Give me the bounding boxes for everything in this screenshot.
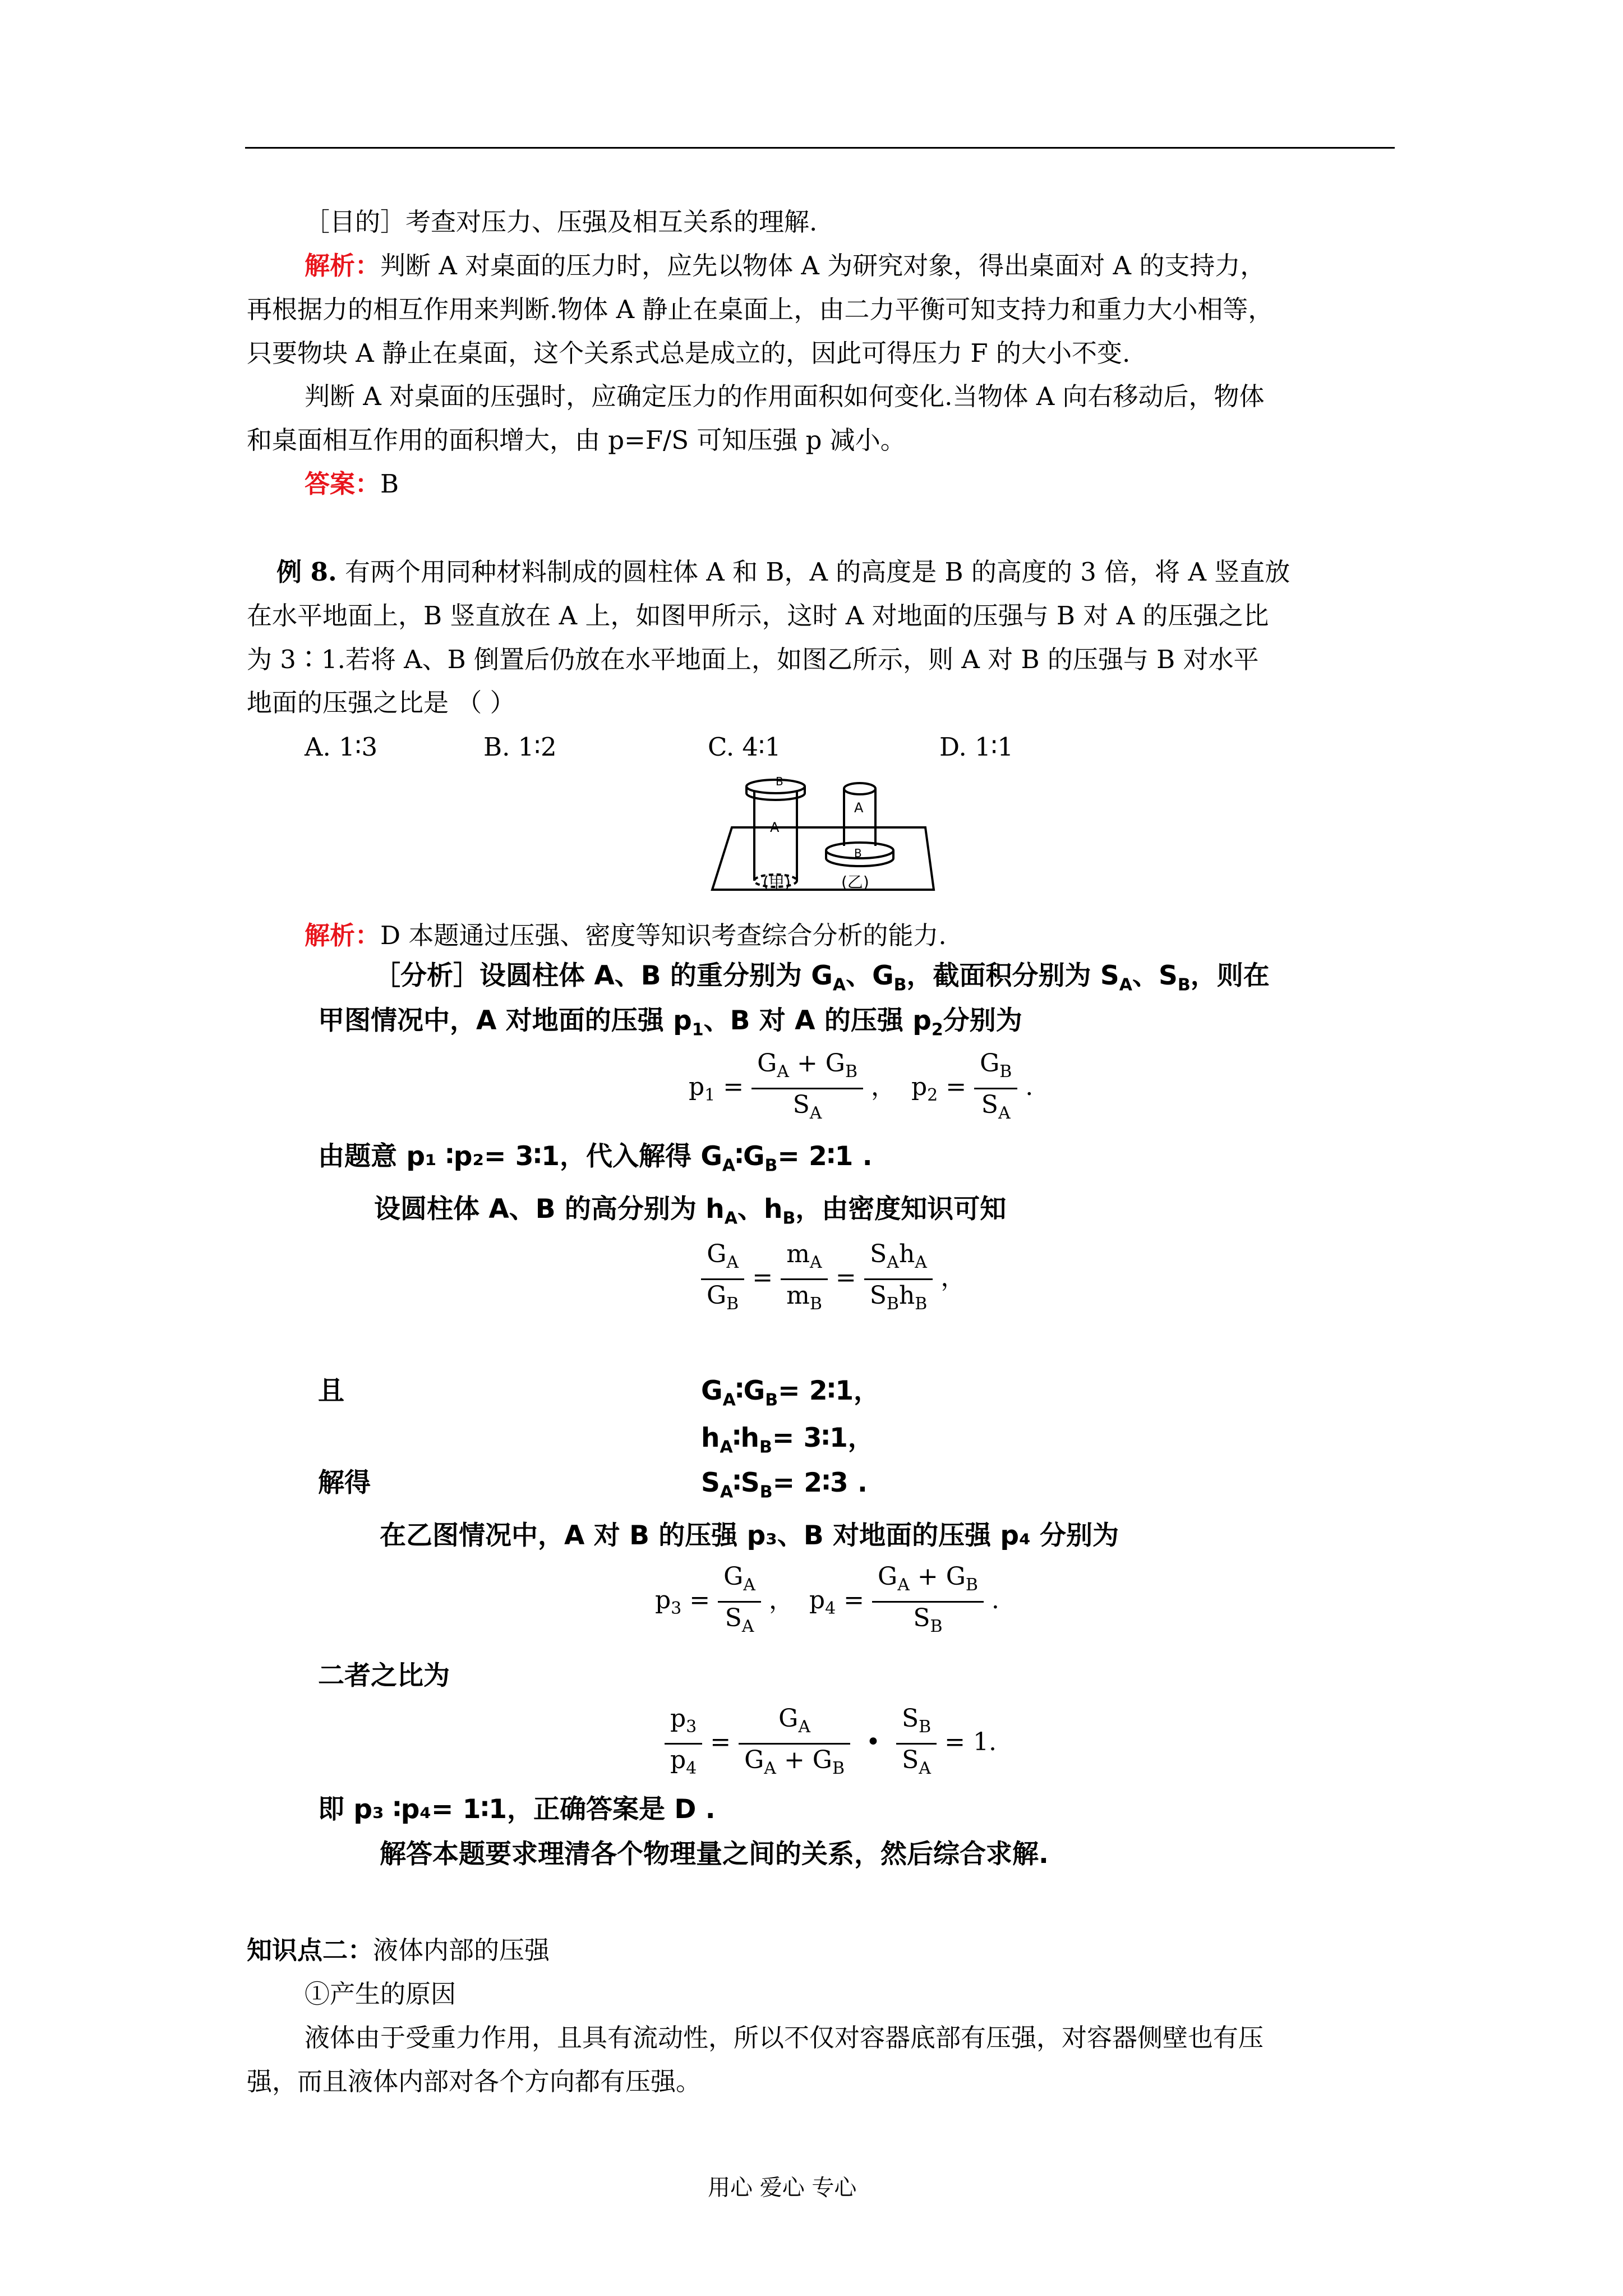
s2-c: 分别为 (943, 1005, 1022, 1036)
s2-a: 甲图情况中，A 对地面的压强 p (318, 1005, 692, 1036)
jiede-label: 解得 (318, 1467, 371, 1498)
eq3-frac-2: $\frac{G_A + G_B}{S_B}$ (872, 1561, 984, 1642)
analysis-line-4: 判断 A 对桌面的压强时，应确定压力的作用面积如何变化.当物体 A 向右移动后，物体 (305, 381, 1265, 411)
ratio-h: $h_A∶h_B=$ 3∶1， (701, 1423, 874, 1457)
equation-1: $p_1$ = $\frac{G_A + G_B}{S_A}$ ， $p_2$ = $\frac{G_B}{S_A}$ . (689, 1048, 1033, 1129)
option-c: C. 4∶1 (708, 732, 781, 762)
s4-b: 、h (737, 1194, 783, 1225)
tabletop (712, 827, 934, 890)
knowledge-title-text: 液体内部的压强 (373, 1935, 550, 1965)
analysis-s2: 甲图情况中，A 对地面的压强 $p_1$、B 对 A 的压强 $p_2$分别为 (318, 1005, 1022, 1040)
eq4-frac-2: $\frac{G_A}{G_A + G_B}$ (739, 1703, 850, 1784)
r1-b: ∶G (735, 1375, 766, 1406)
analysis-s5: 在乙图情况中，A 对 B 的压强 p₃、B 对地面的压强 p₄ 分别为 (380, 1520, 1119, 1551)
figure-label-b-left: B (776, 775, 783, 788)
equation-3: $p_3$ = $\frac{G_A}{S_A}$ ， $p_4$ = $\frac{G_A + G_B}{S_B}$ . (655, 1561, 999, 1642)
analysis-s8: 解答本题要求理清各个物理量之间的关系，然后综合求解. (380, 1839, 1049, 1870)
answer-label: 答案： (305, 469, 381, 499)
eq2-frac-2: $\frac{m_A}{m_B}$ (781, 1239, 828, 1320)
option-d: D. 1∶1 (939, 732, 1014, 762)
solution-label: 解析： (305, 921, 381, 950)
r3-a: S (701, 1467, 720, 1498)
purpose-line: ［目的］考查对压力、压强及相互关系的理解. (305, 207, 818, 237)
header-rule (245, 147, 1395, 149)
solution-line (305, 920, 947, 951)
r3-c: = 2∶3 . (772, 1467, 868, 1498)
analysis-label: 解析： (305, 251, 381, 280)
figure-label-a-right: A (854, 800, 864, 816)
eq1-p1: $p_1$ = (689, 1072, 744, 1105)
s1-a: ［分析］设圆柱体 A、B 的重分别为 G (374, 960, 833, 991)
knowledge-title: 知识点二： (247, 1935, 374, 1965)
r1-a: G (701, 1375, 723, 1406)
s1-e: ，则在 (1190, 960, 1270, 991)
example-8-line-3: 为 3∶1.若将 A、B 倒置后仍放在水平地面上，如图乙所示，则 A 对 B 的压强与 B 对水平 (247, 645, 1259, 674)
s1-c: ，截面积分别为 S (906, 960, 1119, 991)
analysis-s4: 设圆柱体 A、B 的高分别为 $h_A$、$h_B$，由密度知识可知 (374, 1194, 1007, 1228)
ratio-g: $G_A∶G_B=$ 2∶1， (701, 1375, 880, 1410)
example-8-label: 例 8. (276, 557, 337, 587)
page-footer: 用心 爱心 专心 (708, 2175, 857, 2201)
r3-b: ∶S (733, 1467, 760, 1498)
s1-d: 、S (1132, 960, 1178, 991)
s3-a: 由题意 p₁ ∶p₂= 3∶1，代入解得 G (318, 1141, 722, 1172)
example-8-line-4: 地面的压强之比是 （ ） (247, 688, 515, 717)
r2-b: ∶h (732, 1423, 759, 1453)
knowledge-item-1: ①产生的原因 (305, 1979, 457, 2009)
s4-a: 设圆柱体 A、B 的高分别为 h (374, 1194, 725, 1225)
eq1-frac-1: $\frac{G_A + G_B}{S_A}$ (751, 1048, 863, 1129)
knowledge-line-1: 液体由于受重力作用，且具有流动性，所以不仅对容器底部有压强，对容器侧壁也有压 (305, 2023, 1264, 2053)
solution-text: D 本题通过压强、密度等知识考查综合分析的能力. (380, 921, 947, 950)
equation-4: $\frac{p_3}{p_4}$ = $\frac{G_A}{G_A + G_B}$ • $\frac{S_B}{S_A}$ = 1. (665, 1703, 997, 1784)
knowledge-line-2: 强，而且液体内部对各个方向都有压强。 (247, 2067, 702, 2096)
analysis-s6: 二者之比为 (318, 1660, 450, 1691)
example-8-line-2: 在水平地面上，B 竖直放在 A 上，如图甲所示，这时 A 对地面的压强与 B 对 A 的压强之比 (247, 601, 1269, 631)
eq1-p2: ， $p_2$ = (871, 1072, 967, 1105)
eq1-frac-2: $\frac{G_B}{S_A}$ (974, 1048, 1017, 1129)
figure-label-a-left: A (770, 820, 780, 835)
equation-2: $\frac{G_A}{G_B}$ = $\frac{m_A}{m_B}$ = $\frac{S_Ah_A}{S_Bh_B}$ ， (701, 1239, 965, 1320)
r1-c: = 2∶1， (778, 1375, 880, 1406)
example-8-text-1: 有两个用同种材料制成的圆柱体 A 和 B，A 的高度是 B 的高度的 3 倍，将 A 竖直放 (344, 557, 1290, 587)
analysis-s3: 由题意 p₁ ∶p₂= 3∶1，代入解得 $G_A∶G_B=$ 2∶1 . (318, 1141, 873, 1176)
analysis-s7: 即 p₃ ∶p₄= 1∶1，正确答案是 D . (318, 1794, 716, 1825)
qie-label: 且 (318, 1375, 344, 1406)
s3-b: ∶G (735, 1141, 765, 1172)
analysis-line-5: 和桌面相互作用的面积增大，由 p=F/S 可知压强 p 减小。 (247, 425, 906, 455)
ratio-s: $S_A∶S_B=$ 2∶3 . (701, 1467, 868, 1502)
eq2-frac-1: $\frac{G_A}{G_B}$ (701, 1239, 744, 1320)
r2-a: h (701, 1423, 720, 1453)
option-b: B. 1∶2 (483, 732, 557, 762)
eq4-frac-1: $\frac{p_3}{p_4}$ (665, 1703, 702, 1784)
eq2-frac-3: $\frac{S_Ah_A}{S_Bh_B}$ (864, 1239, 933, 1320)
example-8-line-1 (276, 556, 1290, 588)
analysis-text-1: 判断 A 对桌面的压力时，应先以物体 A 为研究对象，得出桌面对 A 的支持力， (380, 251, 1266, 280)
s3-c: = 2∶1 . (777, 1141, 873, 1172)
analysis-line-1 (305, 250, 1265, 282)
cylinder-figure (709, 767, 939, 898)
knowledge-title-line (247, 1935, 550, 1966)
figure-caption-left: (甲) (763, 873, 791, 891)
answer-line (305, 468, 399, 500)
analysis-line-3: 只要物块 A 静止在桌面，这个关系式总是成立的，因此可得压力 F 的大小不变. (247, 338, 1131, 368)
figure-caption-right: (乙) (841, 873, 869, 891)
s2-b: 、B 对 A 的压强 p (703, 1005, 932, 1036)
analysis-s1: ［分析］设圆柱体 A、B 的重分别为 $G_A$、$G_B$，截面积分别为 $S_A$、$S_B$，则在 (374, 960, 1270, 995)
answer-value: B (380, 469, 399, 499)
eq3-frac-1: $\frac{G_A}{S_A}$ (718, 1561, 761, 1642)
analysis-line-2: 再根据力的相互作用来判断.物体 A 静止在桌面上，由二力平衡可知支持力和重力大小相等， (247, 295, 1274, 324)
option-a: A. 1∶3 (305, 732, 378, 762)
s4-c: ，由密度知识可知 (795, 1194, 1007, 1225)
s1-b: 、G (846, 960, 894, 991)
r2-c: = 3∶1， (772, 1423, 874, 1453)
figure-label-b-right: B (854, 846, 862, 860)
eq4-frac-3: $\frac{S_B}{S_A}$ (896, 1703, 937, 1784)
